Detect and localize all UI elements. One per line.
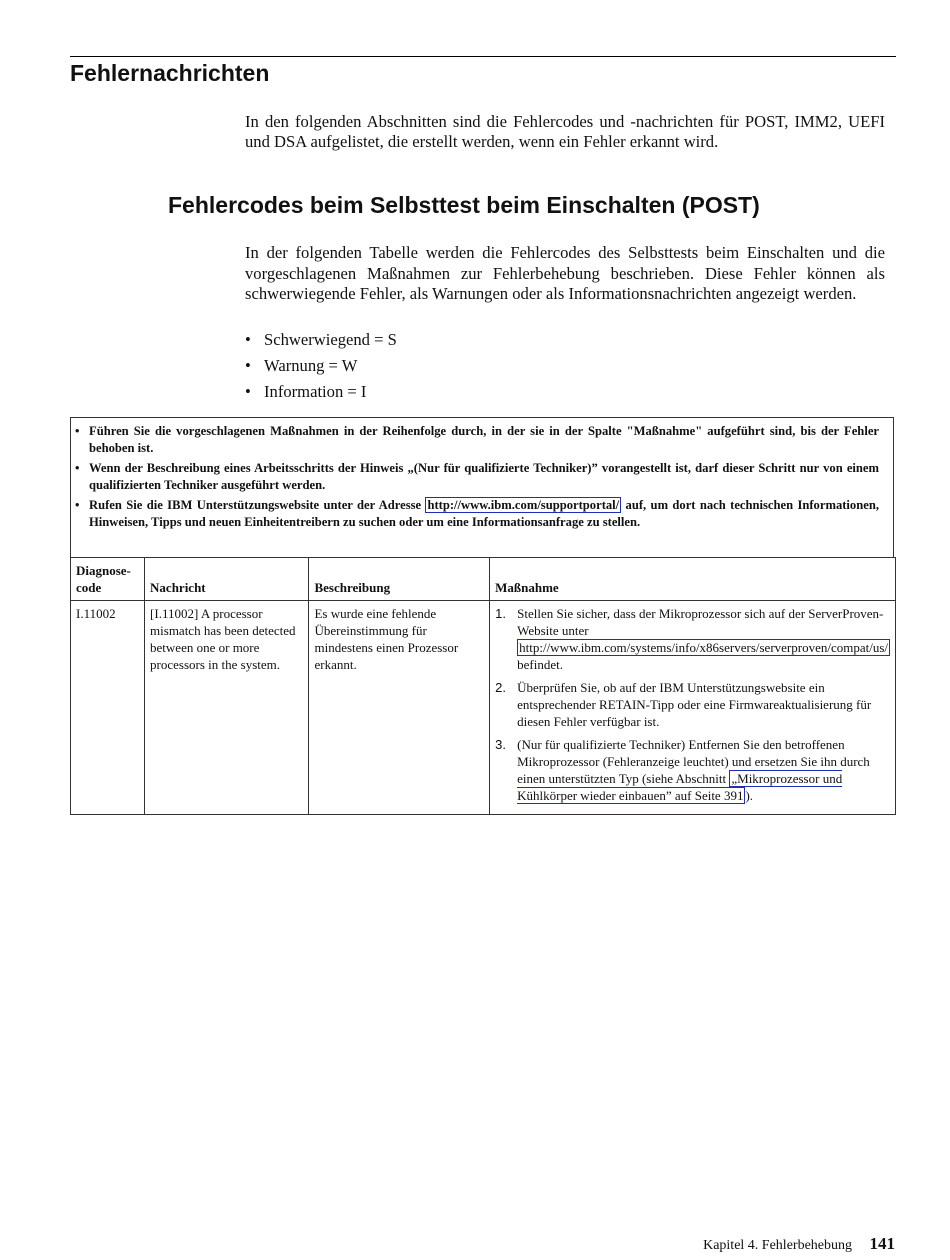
bullet-icon: • <box>245 330 251 349</box>
severity-warning: Warnung = W <box>264 356 358 375</box>
note-item <box>75 423 879 457</box>
step-text: befindet. <box>517 657 563 672</box>
action-step <box>495 679 890 730</box>
action-list <box>495 605 890 804</box>
step-text: ). <box>745 788 754 803</box>
severity-info: Information = I <box>264 382 367 401</box>
action-step <box>495 605 890 673</box>
bullet-icon: • <box>75 461 80 475</box>
note-text: auf, um dort nach technischen Informationen, Hinweisen, Tipps und neuen Einheitentreibern zu suchen oder um eine Informationsanfrage zu stellen. <box>89 498 879 529</box>
support-portal-link[interactable]: http://www.ibm.com/supportportal/ <box>427 498 620 512</box>
action-step <box>495 736 890 804</box>
page-number: 141 <box>869 1234 895 1253</box>
error-code-table <box>70 557 896 815</box>
step-number: 3. <box>495 737 506 752</box>
section-paragraph: In der folgenden Tabelle werden die Fehlercodes des Selbsttests beim Einschalten und die vorgeschlagenen Maßnahmen zur Fehlerbehebung beschrieben. Diese Fehler können als schwerwiegende Fehler, als Warnungen oder als Informationsnachrichten angezeigt werden. <box>245 243 885 303</box>
cell-message: [I.11002] A processor mismatch has been detected between one or more processors in the system. <box>145 601 309 815</box>
table-header-row <box>71 558 896 601</box>
bullet-icon: • <box>75 498 80 512</box>
severity-list <box>245 330 397 408</box>
header-message: Nachricht <box>145 558 309 601</box>
step-text: Überprüfen Sie, ob auf der IBM Unterstützungswebsite ein entsprechender RETAIN-Tipp oder eine Firmwareaktualisierung für diesen Fehler verfügbar ist. <box>517 680 872 729</box>
page-footer <box>703 1234 895 1254</box>
note-text: Rufen Sie die IBM Unterstützungswebsite unter der Adresse <box>89 498 426 512</box>
bullet-icon: • <box>75 424 80 438</box>
footer-chapter: Kapitel 4. Fehlerbehebung <box>703 1238 852 1253</box>
intro-paragraph: In den folgenden Abschnitten sind die Fehlercodes und -nachrichten für POST, IMM2, UEFI und DSA aufgelistet, die erstellt werden, wenn ein Fehler erkannt wird. <box>245 112 885 151</box>
bullet-icon: • <box>245 382 251 401</box>
cell-description: Es wurde eine fehlende Übereinstimmung für mindestens einen Prozessor erkannt. <box>309 601 490 815</box>
list-item <box>245 356 397 382</box>
header-action: Maßnahme <box>490 558 896 601</box>
step-number: 1. <box>495 606 506 621</box>
step-number: 2. <box>495 680 506 695</box>
header-code: Diagnose-code <box>71 558 145 601</box>
note-text: Wenn der Beschreibung eines Arbeitsschritts der Hinweis „(Nur für qualifizierte Techniker)” vorangestellt ist, darf dieser Schritt nur von einem qualifizierten Techniker ausgeführt werden. <box>89 461 879 492</box>
serverproven-link[interactable]: http://www.ibm.com/systems/info/x86servers/serverproven/compat/us/ <box>519 640 888 655</box>
step-text: (Nur für qualifizierte Techniker) Entfernen Sie den betroffenen Mikroprozessor (Fehleranzeige leuchtet) und ersetzen Sie ihn durch einen unterstützten Typ (siehe Abschnitt <box>517 737 870 786</box>
cell-code: I.11002 <box>71 601 145 815</box>
note-text: Führen Sie die vorgeschlagenen Maßnahmen in der Reihenfolge durch, in der sie in der Spalte "Maßnahme" aufgeführt sind, bis der Fehler behoben ist. <box>89 424 879 455</box>
note-item <box>75 460 879 494</box>
severity-severe: Schwerwiegend = S <box>264 330 397 349</box>
page-heading: Fehlernachrichten <box>70 60 270 86</box>
section-heading: Fehlercodes beim Selbsttest beim Einschalten (POST) <box>168 192 760 218</box>
notes-box <box>70 417 894 557</box>
cell-action <box>490 601 896 815</box>
header-description: Beschreibung <box>309 558 490 601</box>
list-item <box>245 330 397 356</box>
step-text: Stellen Sie sicher, dass der Mikroprozessor sich auf der ServerProven-Website unter <box>517 606 884 638</box>
top-rule <box>70 56 896 57</box>
section-reference-link[interactable]: „Mikroprozessor und Kühlkörper wieder einbauen” auf Seite 391 <box>517 771 843 803</box>
table-row <box>71 601 896 815</box>
note-item <box>75 497 879 531</box>
bullet-icon: • <box>245 356 251 375</box>
list-item <box>245 382 397 408</box>
